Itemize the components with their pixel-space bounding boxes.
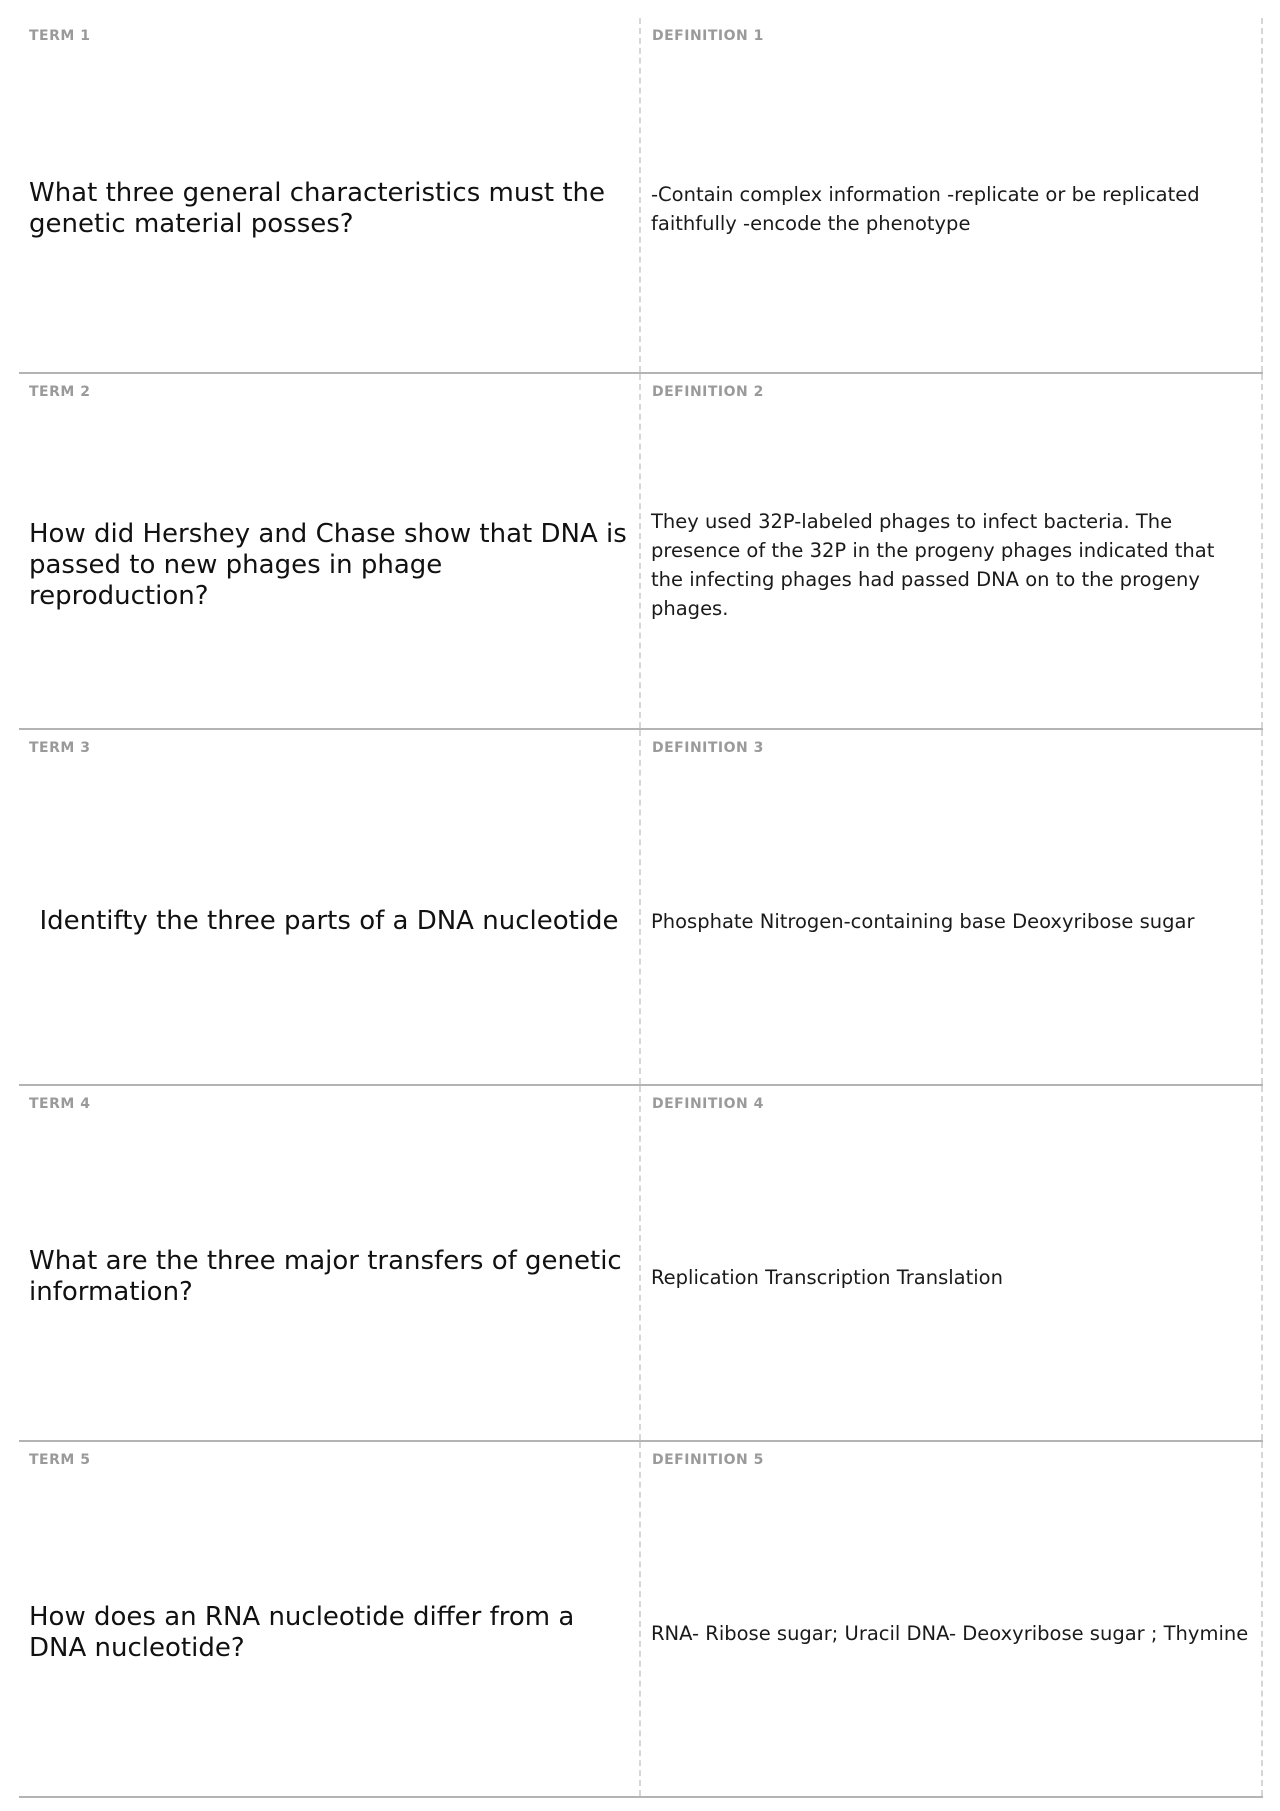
- term-text: What three general characteristics must the genetic material posses?: [29, 178, 605, 239]
- definition-content: [651, 410, 1251, 720]
- definition-label: DEFINITION 5: [652, 1452, 764, 1468]
- definition-content: [651, 1122, 1251, 1432]
- definition-cell: [641, 374, 1263, 728]
- definition-label: DEFINITION 3: [652, 740, 764, 756]
- definition-content: [651, 766, 1251, 1076]
- term-cell: [19, 730, 641, 1084]
- term-label: TERM 4: [29, 1096, 91, 1112]
- term-cell: [19, 1442, 641, 1796]
- flashcard-row: [19, 374, 1263, 730]
- term-cell: [19, 374, 641, 728]
- term-label: TERM 1: [29, 28, 91, 44]
- term-text: How did Hershey and Chase show that DNA is passed to new phages in phage reproduction?: [29, 518, 627, 611]
- definition-content: [651, 1478, 1251, 1788]
- term-label: TERM 5: [29, 1452, 91, 1468]
- definition-cell: [641, 1442, 1263, 1796]
- term-label: TERM 2: [29, 384, 91, 400]
- term-text: How does an RNA nucleotide differ from a DNA nucleotide?: [29, 1602, 575, 1663]
- term-content: [29, 1122, 629, 1432]
- definition-text: They used 32P-labeled phages to infect bacteria. The presence of the 32P in the progeny phages indicated that the infecting phages had passed DNA on to the progeny phages.: [651, 510, 1215, 620]
- definition-label: DEFINITION 4: [652, 1096, 764, 1112]
- flashcard-sheet: [19, 18, 1263, 1798]
- term-content: [29, 1478, 629, 1788]
- definition-cell: [641, 730, 1263, 1084]
- definition-text: -Contain complex information -replicate or be replicated faithfully -encode the phenotype: [651, 183, 1200, 235]
- flashcard-row: [19, 1086, 1263, 1442]
- definition-text: Phosphate Nitrogen-containing base Deoxyribose sugar: [651, 909, 1195, 933]
- term-cell: [19, 1086, 641, 1440]
- definition-label: DEFINITION 1: [652, 28, 764, 44]
- flashcard-row: [19, 1442, 1263, 1798]
- term-text: What are the three major transfers of genetic information?: [29, 1246, 622, 1307]
- flashcard-row: [19, 18, 1263, 374]
- definition-cell: [641, 1086, 1263, 1440]
- term-cell: [19, 18, 641, 372]
- definition-content: [651, 54, 1251, 364]
- term-content: [29, 54, 629, 364]
- term-label: TERM 3: [29, 740, 91, 756]
- definition-text: RNA- Ribose sugar; Uracil DNA- Deoxyribose sugar ; Thymine: [651, 1621, 1249, 1645]
- term-text: Identifty the three parts of a DNA nucleotide: [39, 905, 619, 936]
- term-content: [29, 766, 629, 1076]
- definition-text: Replication Transcription Translation: [651, 1265, 1003, 1289]
- flashcard-row: [19, 730, 1263, 1086]
- definition-cell: [641, 18, 1263, 372]
- term-content: [29, 410, 629, 720]
- definition-label: DEFINITION 2: [652, 384, 764, 400]
